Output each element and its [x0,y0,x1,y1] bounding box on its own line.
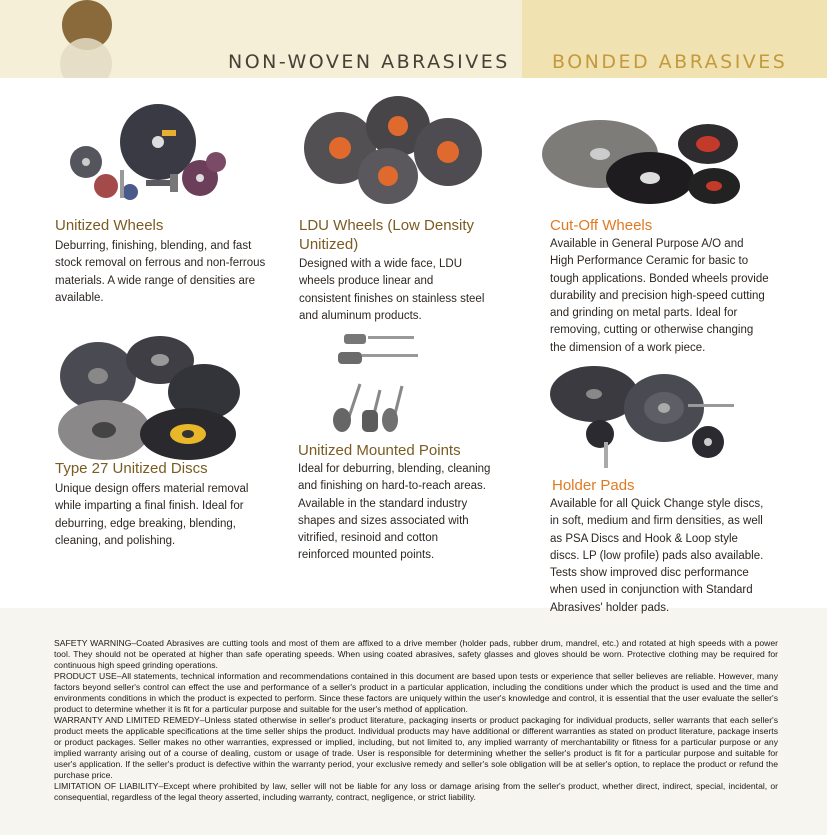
mounted-points-image-icon [326,326,436,434]
cutoff-wheels-image-icon [540,116,740,216]
cutoff-wheels-description: Available in General Purpose A/O and High Performance Ceramic for basic to tough applications. Bonded wheels provide durability and precision high-speed cutting and grinding on metal parts. Ideal for removing, cutting or otherwise changing the dimension of a work piece. [550,238,769,354]
safety-warning-text: SAFETY WARNING–Coated Abrasives are cutting tools and most of them are affixed to a drive member (holder pads, rubber drum, mandrel, etc.) and rotated at high speeds with a power tool. They should not be operated at higher than safe operating speeds. When using coated abrasives, safety glasses and gloves should be worn. Protective clothing may be required for continuous high speed grinding operations. [54,638,778,670]
section-title-non-woven: NON-WOVEN ABRASIVES [228,50,510,73]
unitized-wheels-image-icon [58,100,226,208]
holder-pads-title: Holder Pads [552,477,635,494]
unitized-wheels-description: Deburring, finishing, blending, and fast stock removal on ferrous and non-ferrous materials. A wide range of densities are available. [55,240,266,304]
holder-pads-image-icon [548,364,738,474]
mounted-points-description: Ideal for deburring, blending, cleaning and finishing on hard-to-reach areas. Available in the standard industry shapes and sizes associated with vitrified, resinoid and cotton reinforced mounted points. [298,463,491,562]
unitized-wheels-title: Unitized Wheels [55,217,164,234]
type27-discs-image-icon [56,336,242,460]
ldu-wheels-image-icon [300,96,490,208]
section-title-bonded: BONDED ABRASIVES [552,50,788,73]
ldu-wheels-description: Designed with a wide face, LDU wheels produce linear and consistent finishes on stainless steel and aluminum products. [299,258,485,322]
type27-discs-title: Type 27 Unitized Discs [55,460,208,477]
legal-notices [54,638,778,803]
warranty-text: WARRANTY AND LIMITED REMEDY–Unless stated otherwise in seller's product literature, packaging inserts or product packaging for individual products, seller warrants that each seller's product meets the applicable specifications at the time seller ships the product. Individual products may have additional or different warranties as stated on product literature, package inserts or product packages. Seller makes no other warranties, expressed or implied, including, but not limited to, any implied warranty of merchantability or fitness for a particular purpose or any implied warranty arising out of a course of dealing, custom or usage of trade. User is responsible for determining whether the seller's product is fit for a particular purpose and suitable for user's application. If the seller's product is defective within the warranty period, your exclusive remedy and seller's sole obligation will be at seller's option, to replace the product or refund the purchase price. [54,715,778,780]
cutoff-wheels-title: Cut-Off Wheels [550,217,653,234]
type27-discs-description: Unique design offers material removal while imparting a final finish. Ideal for deburring, edge breaking, blending, cleaning, and polishing. [55,483,249,547]
ldu-wheels-title: LDU Wheels (Low Density Unitized) [299,217,475,253]
liability-text: LIMITATION OF LIABILITY–Except where prohibited by law, seller will not be liable for any loss or damage arising from the seller's product, whether direct, indirect, special, incidental, or consequential, regardless of the legal theory asserted, including warranty, contract, negligence, or strict liability. [54,781,778,802]
product-use-text: PRODUCT USE–All statements, technical information and recommendations contained in this document are based upon tests or experience that seller believes are reliable. However, many factors beyond seller's control can effect the use and performance of a seller's product in a particular application, including the conditions under which the product is used and the time and environments conditions in which the product is expected to perform. Since these factors are uniquely within the user's knowledge and control, it is essential that the user evaluate the seller's product to determine whether it is fit for a particular purpose and suitable for the user's method of application. [54,671,778,714]
mounted-points-title: Unitized Mounted Points [298,442,461,459]
holder-pads-description: Available for all Quick Change style discs, in soft, medium and firm densities, as well as PSA Discs and Hook & Loop style discs. LP (low profile) pads also available. Tests show improved disc performance when used in conjunction with Standard Abrasives' holder pads. [550,498,764,614]
